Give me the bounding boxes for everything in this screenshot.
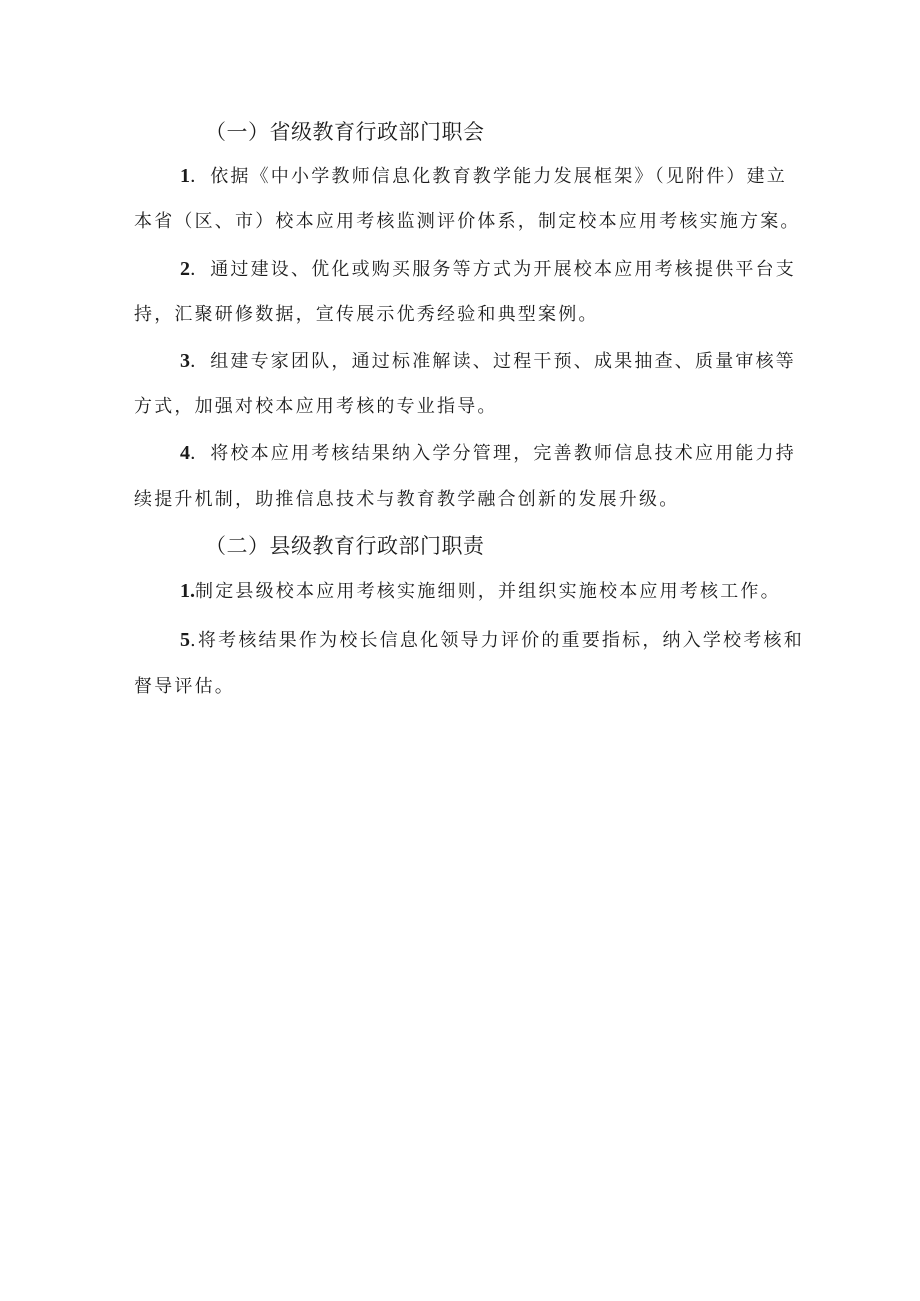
s1-item-4-number: 4 — [180, 442, 190, 464]
s2-item-1-line-1 — [180, 578, 781, 605]
s1-item-2-number: 2 — [180, 258, 190, 280]
s1-item-4-line-2: 续提升机制，助推信息技术与教育教学融合创新的发展升级。 — [134, 489, 680, 510]
s1-item-1-number: 1 — [180, 165, 190, 187]
s1-item-2-line-2: 持，汇聚研修数据，宣传展示优秀经验和典型案例。 — [134, 304, 599, 325]
s1-item-1-line-2: 本省（区、市）校本应用考核监测评价体系，制定校本应用考核实施方案。 — [134, 211, 801, 232]
s1-item-4-line-1 — [180, 440, 796, 467]
section-1-heading: （一）省级教育行政部门职会 — [205, 120, 485, 144]
s1-item-1-line-1 — [180, 163, 787, 190]
s2-item-2-number: 5 — [180, 629, 190, 651]
s1-item-2-text-1: ．通过建设、优化或购买服务等方式为开展校本应用考核提供平台支 — [190, 259, 796, 280]
s1-item-1-text-1: ．依据《中小学教师信息化教育教学能力发展框架》（见附件）建立 — [190, 166, 787, 187]
s2-item-2-line-2: 督导评估。 — [134, 676, 235, 697]
s2-item-2-text-1: .将考核结果作为校长信息化领导力评价的重要指标，纳入学校考核和 — [190, 630, 804, 651]
s1-item-4-text-1: ．将校本应用考核结果纳入学分管理，完善教师信息技术应用能力持 — [190, 443, 796, 464]
s2-item-2-line-1 — [180, 627, 804, 654]
s1-item-2-line-1 — [180, 256, 796, 283]
s2-item-1-number: 1. — [180, 580, 195, 602]
s1-item-3-text-1: ．组建专家团队，通过标准解读、过程干预、成果抽查、质量审核等 — [190, 351, 796, 372]
s2-item-1-text-1: 制定县级校本应用考核实施细则，并组织实施校本应用考核工作。 — [195, 581, 781, 602]
s1-item-3-line-2: 方式，加强对校本应用考核的专业指导。 — [134, 396, 498, 417]
section-2-heading: （二）县级教育行政部门职责 — [205, 534, 485, 558]
s1-item-3-number: 3 — [180, 350, 190, 372]
s1-item-3-line-1 — [180, 348, 796, 375]
